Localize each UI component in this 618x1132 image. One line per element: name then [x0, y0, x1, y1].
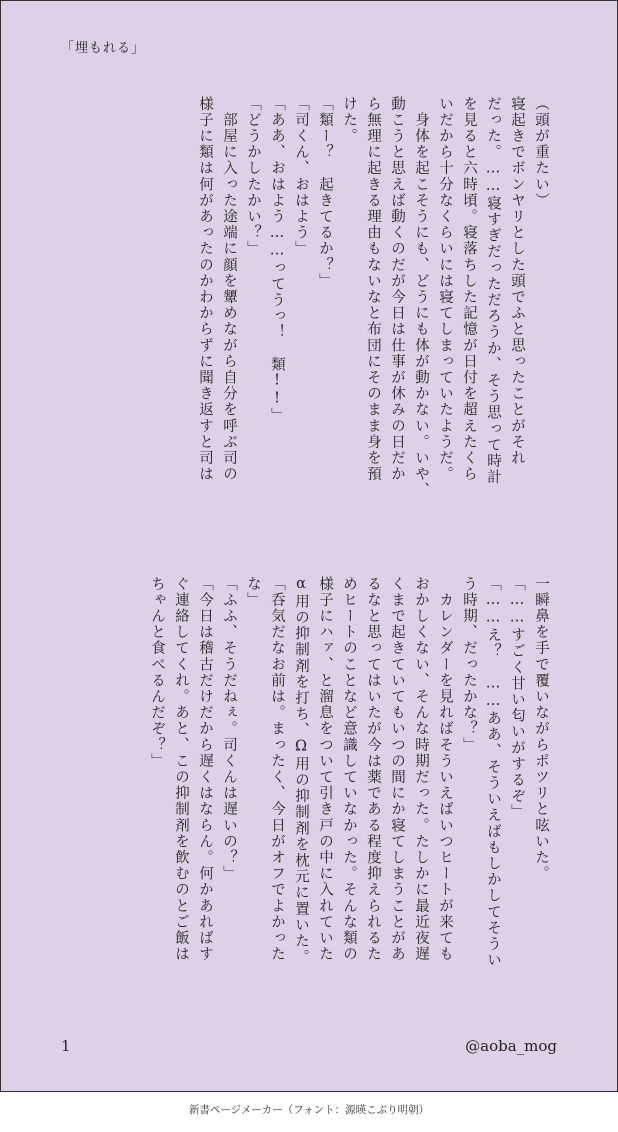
text-line: 「今日は稽古だけだから遅くはならん。何かあればす — [197, 576, 213, 963]
text-line: ちゃんと食べるんだぞ？」 — [149, 576, 165, 770]
text-line: 様子に類は何があったのかわからずに聞き返すと司は — [197, 96, 213, 483]
text-line: だった。……寝すぎだっただろうか、そう思って時計 — [485, 96, 501, 486]
text-line: けた。 — [341, 96, 357, 145]
text-line: 動こうと思えば動くのだが今日は仕事が休みの日だか — [389, 96, 405, 483]
story-title: 「埋もれる」 — [61, 41, 146, 56]
text-line: くまで起きていてもいつの間にか寝てしまうことがあ — [389, 576, 405, 963]
text-line: カレンダーを見ればそういえばいつヒートが来ても — [437, 576, 453, 963]
text-line: 一瞬鼻を手で覆いながらポツリと呟いた。 — [533, 576, 549, 882]
upper-text-block — [58, 96, 553, 526]
lower-text-block — [58, 576, 553, 1006]
text-line: 「……すごく甘い匂いがするぞ」 — [509, 576, 525, 821]
text-line: 寝起きでボンヤリとした頭でふと思ったことがそれ — [509, 96, 525, 467]
text-line: 「類ー？ 起きてるか？」 — [317, 96, 333, 290]
text-line: 「ふふ、そうだねぇ。司くんは遅いの？」 — [221, 576, 237, 882]
page-number: 1 — [61, 1037, 71, 1055]
text-line: おかしくない、そんな時期だった。たしかに最近夜遅 — [413, 576, 429, 963]
text-line: ぐ連絡してくれ。あと、この抑制剤を飲むのとご飯は — [173, 576, 189, 963]
text-line: 身体を起こそうにも、どうにも体が動かない。いや、 — [413, 96, 429, 499]
text-line: う時期、だったかな？」 — [461, 576, 477, 754]
text-line: ら無理に起きる理由もないなと布団にそのまま身を預 — [365, 96, 381, 483]
text-line: 様子にハァ、と溜息をついて引き戸の中に入れていた — [317, 576, 333, 963]
text-line: いだから十分なくらいには寝てしまっていたようだ。 — [437, 96, 453, 483]
author-handle: @aoba_mog — [465, 1037, 557, 1055]
text-line: るなと思ってはいたが今は薬である程度抑えられるた — [365, 576, 381, 963]
text-line: な」 — [245, 576, 261, 609]
text-line: めヒートのことなど意識していなかった。そんな類の — [341, 576, 357, 963]
text-line: α用の抑制剤を打ち、Ω用の抑制剤を枕元に置いた。 — [293, 576, 309, 966]
text-line: 「呑気だなお前は。まったく、今日がオフでよかった — [269, 576, 285, 963]
generator-caption: 新書ページメーカー（フォント：源暎こぶり明朝） — [188, 1104, 430, 1116]
text-line: 「どうかしたかい？」 — [245, 96, 261, 257]
text-line: 部屋に入った途端に顔を顰めながら自分を呼ぶ司の — [221, 96, 237, 483]
text-line: 「ああ、おはよう……ってうっ！ 類!!」 — [269, 96, 285, 424]
text-line: 「……え？ ……ああ、そういえばもしかしてそうい — [485, 576, 501, 969]
text-line: を見ると六時頃。寝落ちした記憶が日付を超えたくら — [461, 96, 477, 483]
text-line: （頭が重たい） — [533, 96, 549, 209]
text-line: 「司くん、おはよう」 — [293, 96, 309, 257]
